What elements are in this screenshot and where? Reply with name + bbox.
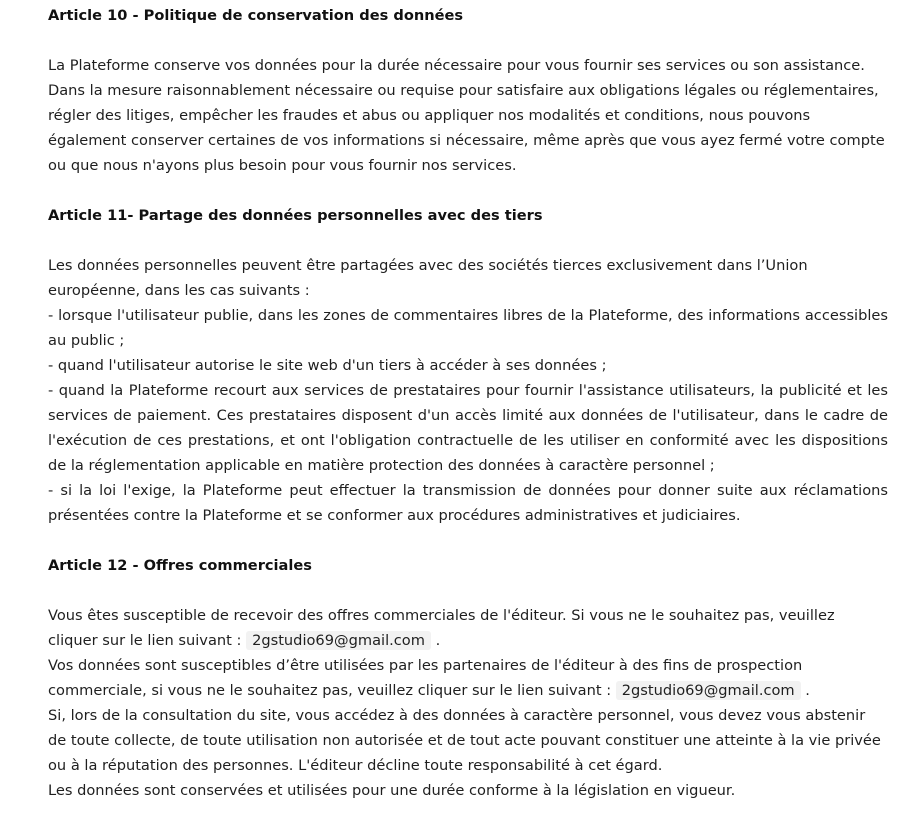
article-12-paragraph-2 xyxy=(48,653,888,703)
article-11 xyxy=(48,203,888,528)
article-12-paragraph-1 xyxy=(48,603,888,653)
list-item: - lorsque l'utilisateur publie, dans les zones de commentaires libres de la Plateforme, des informations accessibles au public ; xyxy=(48,307,888,349)
list-item: - quand la Plateforme recourt aux services de prestataires pour fournir l'assistance utilisateurs, la publicité et les services de paiement. Ces prestataires disposent d'un accès limité aux données de l'utilisateur, dans le cadre de l'exécution de ces prestations, et ont l'obligation contractuelle de les utiliser en conformité avec les dispositions de la réglementation applicable en matière protection des données à caractère personnel ; xyxy=(48,382,888,474)
paragraph-1-text: Vous êtes susceptible de recevoir des offres commerciales de l'éditeur. Si vous ne le souhaitez pas, veuillez cliquer sur le lien suivant : xyxy=(48,607,835,649)
article-10 xyxy=(48,3,888,178)
period: . xyxy=(805,682,810,699)
list-item: - quand l'utilisateur autorise le site web d'un tiers à accéder à ses données ; xyxy=(48,357,607,374)
period: . xyxy=(435,632,441,649)
paragraph-2-text: Vos données sont susceptibles d’être utilisées par les partenaires de l'éditeur à des fins de prospection commerciale, si vous ne le souhaitez pas, veuillez cliquer sur le lien suivant : xyxy=(48,657,803,699)
article-10-title: Article 10 - Politique de conservation des données xyxy=(48,7,464,24)
article-12-title: Article 12 - Offres commerciales xyxy=(48,557,312,574)
email-link-1[interactable]: 2gstudio69@gmail.com xyxy=(246,631,431,650)
article-12-paragraph-4: Les données sont conservées et utilisées pour une durée conforme à la législation en vigueur. xyxy=(48,782,736,799)
article-12-paragraph-3: Si, lors de la consultation du site, vous accédez à des données à caractère personnel, vous devez vous abstenir de toute collecte, de toute utilisation non autorisée et de tout acte pouvant constituer une atteinte à la vie privée ou à la réputation des personnes. L'éditeur décline toute responsabilité à cet égard. xyxy=(48,707,881,774)
article-11-intro: Les données personnelles peuvent être partagées avec des sociétés tierces exclusivement dans l’Union européenne, dans les cas suivants : xyxy=(48,257,808,299)
email-link-2[interactable]: 2gstudio69@gmail.com xyxy=(616,681,801,700)
article-10-body: La Plateforme conserve vos données pour la durée nécessaire pour vous fournir ses services ou son assistance. Dans la mesure raisonnablement nécessaire ou requise pour satisfaire aux obligations légales ou réglementaires, régler des litiges, empêcher les fraudes et abus ou appliquer nos modalités et conditions, nous pouvons également conserver certaines de vos informations si nécessaire, même après que vous ayez fermé votre compte ou que nous n'ayons plus besoin pour vous fournir nos services. xyxy=(48,57,885,174)
article-12 xyxy=(48,553,888,803)
list-item: - si la loi l'exige, la Plateforme peut effectuer la transmission de données pour donner suite aux réclamations présentées contre la Plateforme et se conformer aux procédures administratives et judiciaires. xyxy=(48,482,888,524)
article-11-title: Article 11- Partage des données personnelles avec des tiers xyxy=(48,207,543,224)
